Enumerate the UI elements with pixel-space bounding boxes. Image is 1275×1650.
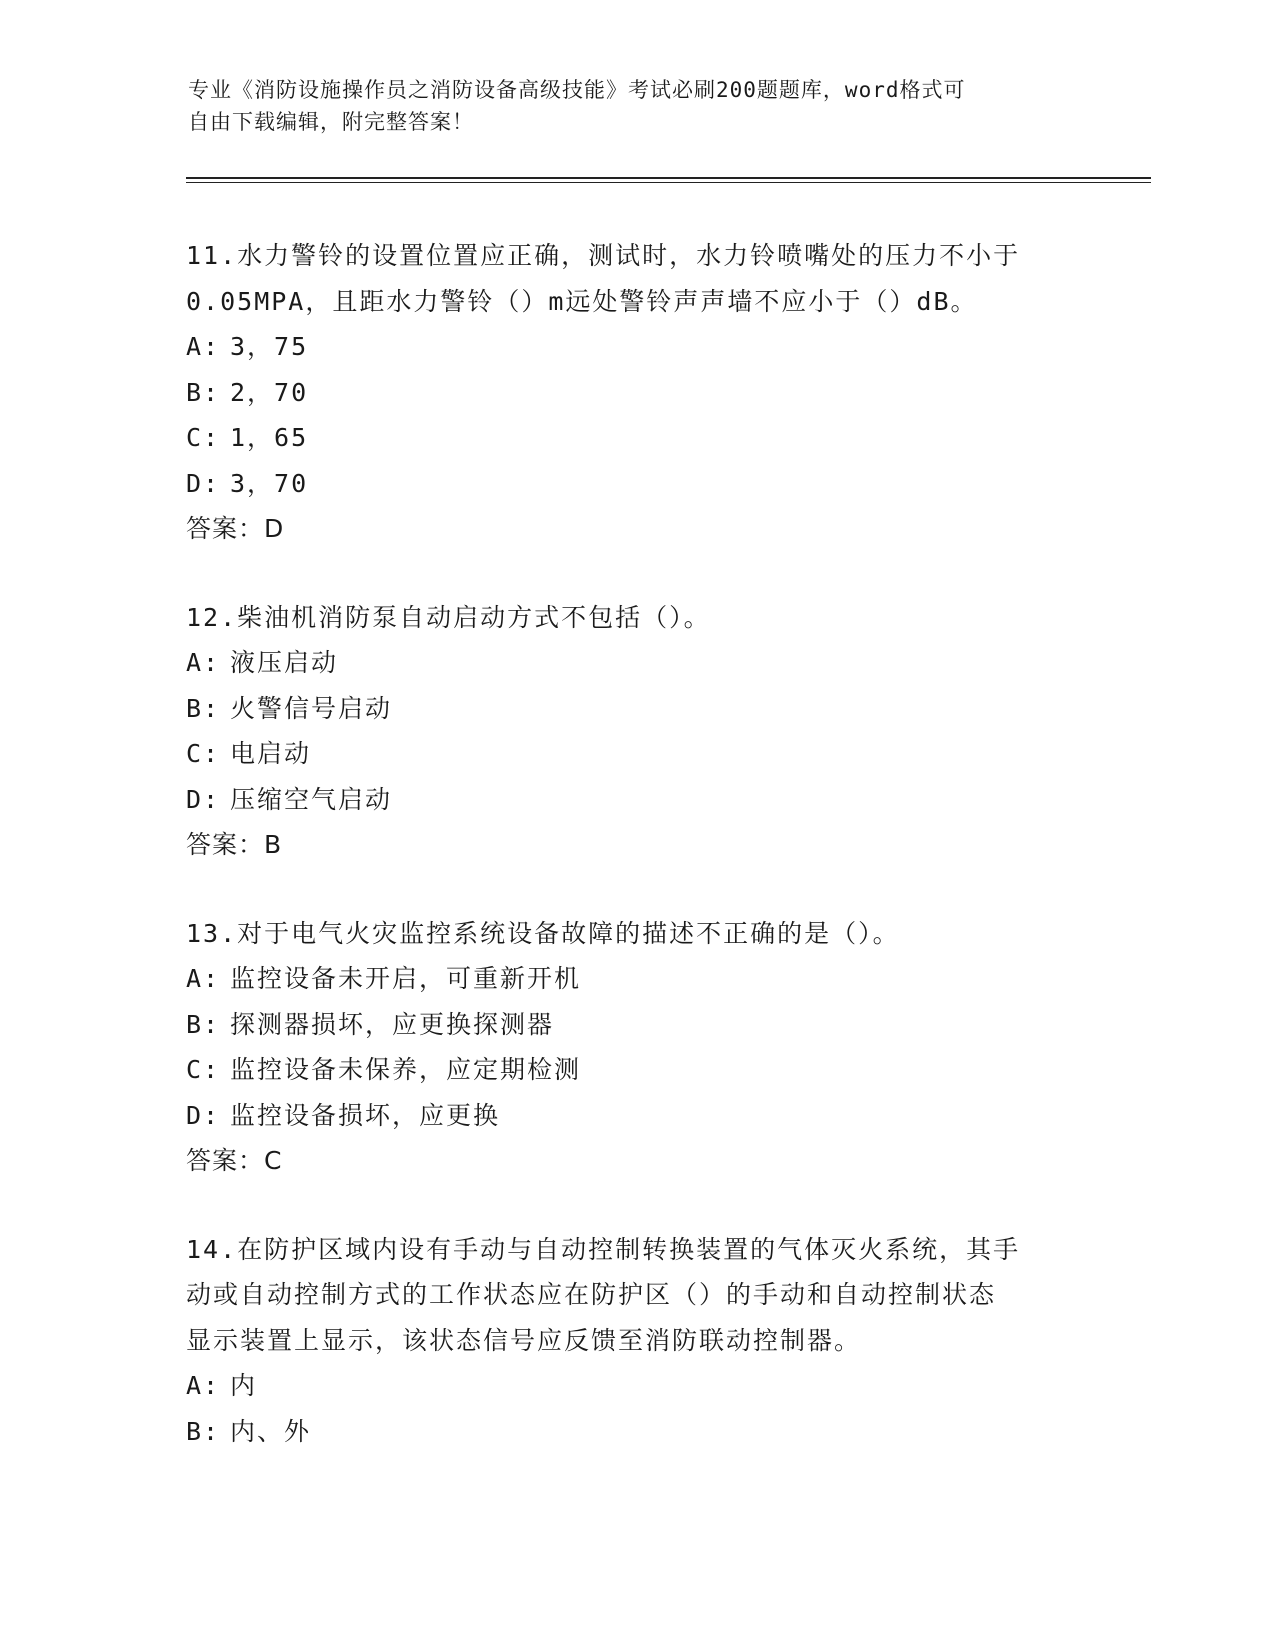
answer-line: 答案：B bbox=[186, 830, 283, 859]
option-text: 电启动 bbox=[230, 739, 312, 768]
question-12 bbox=[186, 595, 1086, 868]
question-stem-line: 显示装置上显示，该状态信号应反馈至消防联动控制器。 bbox=[186, 1325, 862, 1355]
option-c bbox=[186, 415, 1086, 461]
header-divider-thick bbox=[186, 177, 1151, 179]
option-text: 内 bbox=[230, 1371, 258, 1400]
option-letter: B: bbox=[186, 1009, 221, 1039]
option-letter: A: bbox=[186, 648, 221, 677]
option-letter: D: bbox=[186, 784, 221, 814]
question-14 bbox=[186, 1227, 1086, 1455]
question-stem-line: 12.柴油机消防泵自动启动方式不包括（）。 bbox=[186, 602, 711, 632]
option-letter: C: bbox=[186, 423, 221, 452]
option-text: 2，70 bbox=[230, 377, 309, 407]
option-d bbox=[186, 461, 1086, 507]
option-a bbox=[186, 324, 1086, 370]
question-stem-line: 11.水力警铃的设置位置应正确，测试时，水力铃喷嘴处的压力不小于 bbox=[186, 241, 1021, 270]
option-text: 监控设备未开启，可重新开机 bbox=[230, 964, 582, 993]
option-a bbox=[186, 640, 1086, 686]
question-11 bbox=[186, 233, 1086, 552]
option-text: 监控设备损坏，应更换 bbox=[230, 1100, 501, 1130]
option-letter: B: bbox=[186, 693, 221, 723]
option-letter: A: bbox=[186, 964, 221, 993]
option-letter: D: bbox=[186, 468, 221, 498]
header-line-1: 专业《消防设施操作员之消防设备高级技能》考试必刷200题题库，word格式可 bbox=[188, 78, 966, 102]
option-text: 探测器损坏，应更换探测器 bbox=[230, 1009, 555, 1039]
option-letter: A: bbox=[186, 1371, 221, 1400]
option-text: 3，75 bbox=[230, 332, 309, 361]
option-b bbox=[186, 1002, 1086, 1048]
option-c bbox=[186, 1047, 1086, 1093]
option-letter: A: bbox=[186, 332, 221, 361]
option-b bbox=[186, 686, 1086, 732]
header-line-2: 自由下载编辑，附完整答案！ bbox=[188, 110, 474, 134]
option-text: 内、外 bbox=[230, 1416, 312, 1446]
option-c bbox=[186, 731, 1086, 777]
option-text: 监控设备未保养，应定期检测 bbox=[230, 1055, 582, 1084]
option-text: 火警信号启动 bbox=[230, 693, 393, 723]
option-a bbox=[186, 956, 1086, 1002]
header-divider-thin bbox=[186, 182, 1151, 183]
document-header bbox=[188, 74, 1068, 138]
option-letter: C: bbox=[186, 739, 221, 768]
option-d bbox=[186, 1093, 1086, 1139]
option-text: 1，65 bbox=[230, 423, 309, 452]
answer-line: 答案：D bbox=[186, 514, 285, 543]
question-13 bbox=[186, 911, 1086, 1184]
option-a bbox=[186, 1363, 1086, 1409]
question-list bbox=[186, 233, 1086, 1497]
option-b bbox=[186, 370, 1086, 416]
option-letter: C: bbox=[186, 1055, 221, 1084]
question-stem-line: 0.05MPA，且距水力警铃（）m远处警铃声声墙不应小于（）dB。 bbox=[186, 286, 978, 316]
option-letter: D: bbox=[186, 1100, 221, 1130]
option-text: 3，70 bbox=[230, 468, 309, 498]
option-d bbox=[186, 777, 1086, 823]
option-b bbox=[186, 1409, 1086, 1455]
option-text: 液压启动 bbox=[230, 648, 339, 677]
question-stem-line: 动或自动控制方式的工作状态应在防护区（）的手动和自动控制状态 bbox=[186, 1280, 997, 1309]
question-stem-line: 13.对于电气火灾监控系统设备故障的描述不正确的是（）。 bbox=[186, 918, 900, 948]
option-letter: B: bbox=[186, 1416, 221, 1446]
question-stem-line: 14.在防护区域内设有手动与自动控制转换装置的气体灭火系统，其手 bbox=[186, 1234, 1021, 1264]
option-text: 压缩空气启动 bbox=[230, 784, 393, 814]
answer-line: 答案：C bbox=[186, 1146, 283, 1175]
option-letter: B: bbox=[186, 377, 221, 407]
